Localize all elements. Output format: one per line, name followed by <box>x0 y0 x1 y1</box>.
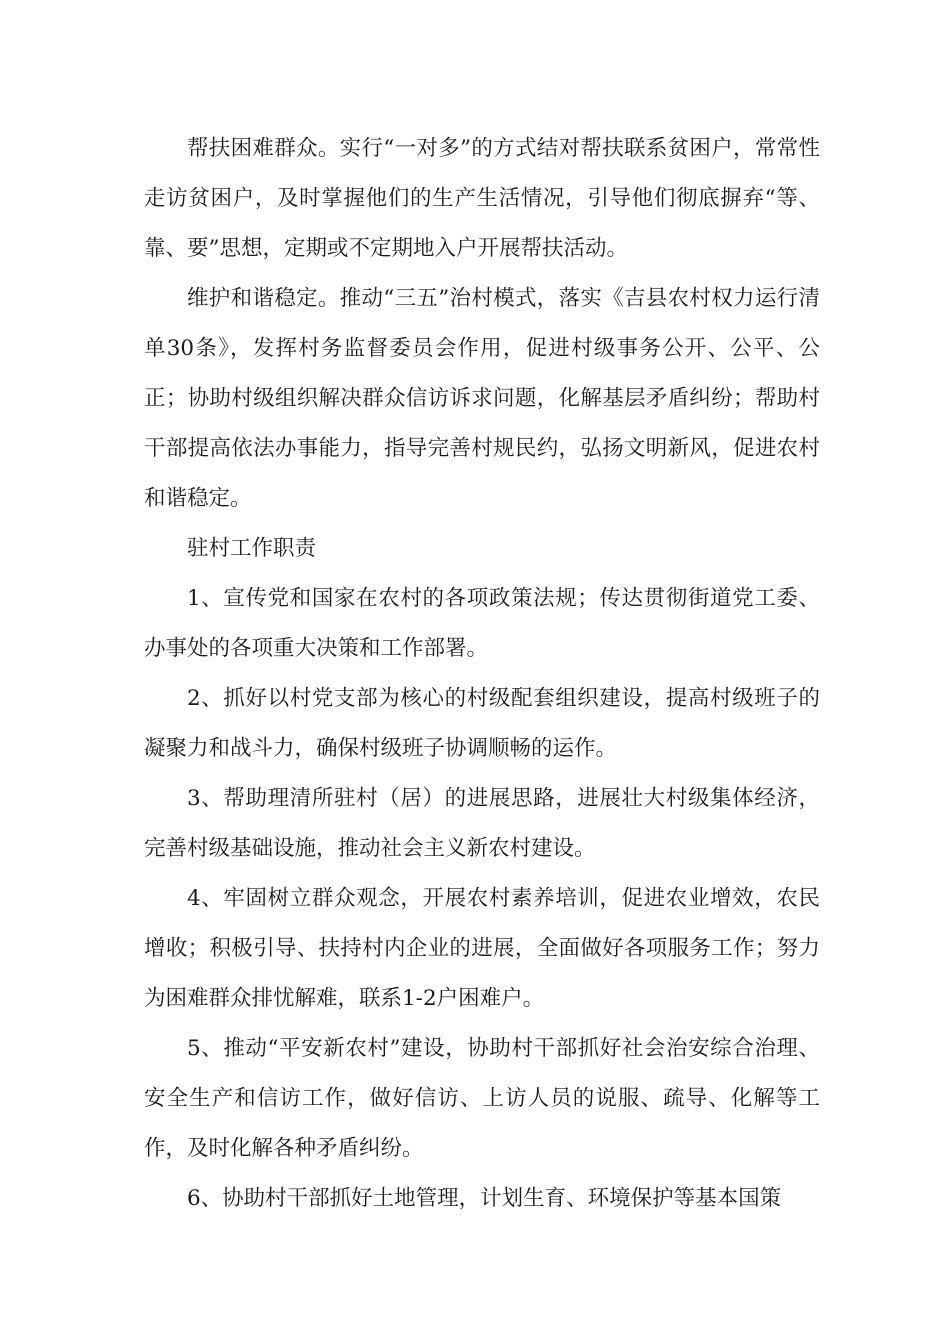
duty-item-2: 2、抓好以村党支部为核心的村级配套组织建设，提高村级班子的凝聚力和战斗力，确保村级班子协调顺畅的运作。 <box>144 686 820 761</box>
duty-item-5: 5、推动“平安新农村”建设，协助村干部抓好社会治安综合治理、安全生产和信访工作，做好信访、上访人员的说服、疏导、化解等工作，及时化解各种矛盾纠纷。 <box>144 1036 820 1161</box>
duty-item-6: 6、协助村干部抓好土地管理，计划生育、环境保护等基本国策 <box>187 1186 782 1211</box>
duty-item-1: 1、宣传党和国家在农村的各项政策法规；传达贯彻街道党工委、办事处的各项重大决策和工作部署。 <box>144 586 820 661</box>
section-heading-duties: 驻村工作职责 <box>187 536 317 561</box>
duty-item-3: 3、帮助理清所驻村（居）的进展思路，进展壮大村级集体经济，完善村级基础设施，推动社会主义新农村建设。 <box>144 786 820 861</box>
document-body <box>144 124 820 1224</box>
paragraph-assist-poor: 帮扶困难群众。实行“一对多”的方式结对帮扶联系贫困户，常常性走访贫困户，及时掌握他们的生产生活情况，引导他们彻底摒弃“等、靠、要”思想，定期或不定期地入户开展帮扶活动。 <box>144 136 820 261</box>
duty-item-4: 4、牢固树立群众观念，开展农村素养培训，促进农业增效，农民增收；积极引导、扶持村内企业的进展，全面做好各项服务工作；努力为困难群众排忧解难，联系1-2户困难户。 <box>144 886 820 1011</box>
paragraph-maintain-stability: 维护和谐稳定。推动“三五”治村模式，落实《吉县农村权力运行清单30条》，发挥村务监督委员会作用，促进村级事务公开、公平、公正；协助村级组织解决群众信访诉求问题，化解基层矛盾纠纷；帮助村干部提高依法办事能力，指导完善村规民约，弘扬文明新风，促进农村和谐稳定。 <box>144 286 820 511</box>
